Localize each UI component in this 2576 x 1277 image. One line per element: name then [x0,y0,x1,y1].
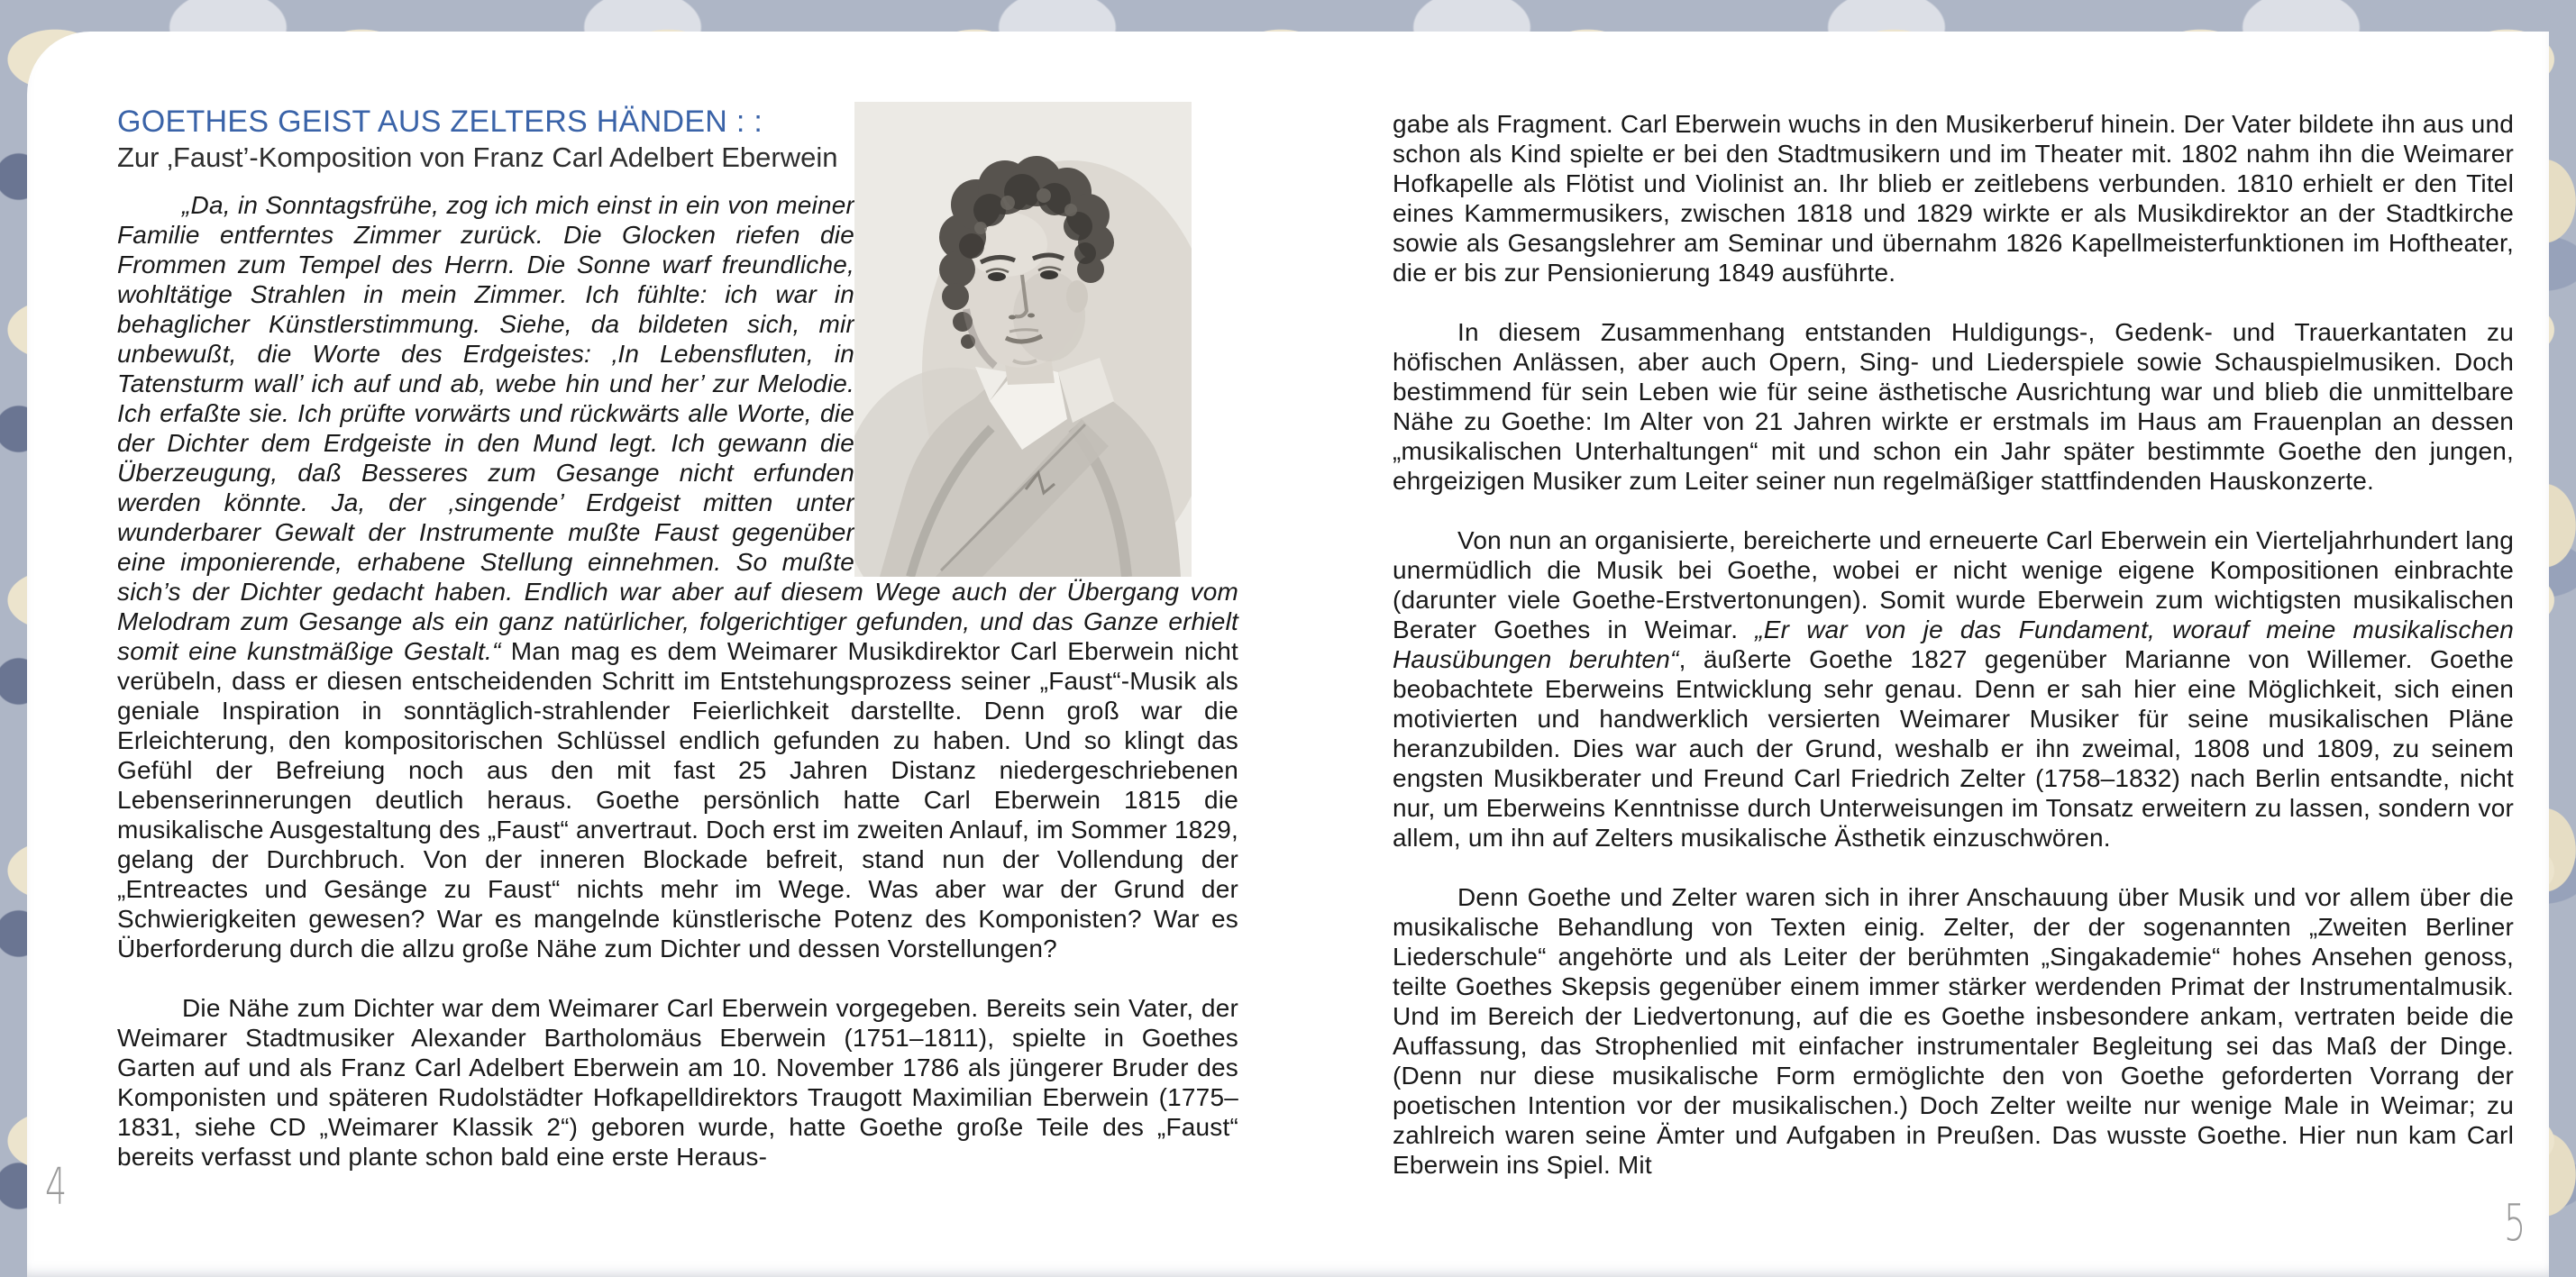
paragraph [1393,525,2514,853]
body-text: Man mag es dem Weimarer Musikdirektor Carl Eberwein nicht verübeln, dass er diesen entscheidenden Schritt im Entstehungsprozess seiner „Faust“-Musik als geniale Inspiration in sonntäglich-strahlender Feierlichkeit darstellte. Denn groß war die Erleichterung, den kompositorischen Schlüssel endlich gefunden zu haben. Und so klingt das Gefühl der Befreiung noch aus den mit fast 25 Jahren Distanz niedergeschriebenen Lebenserinnerungen deutlich heraus. Goethe persönlich hatte Carl Eberwein 1815 die musikalische Ausgestaltung des „Faust“ anvertraut. Doch erst im zweiten Anlauf, im Sommer 1829, gelang der Durchbruch. Von der inneren Blockade befreit, stand nun der Vollendung der „Entreactes und Gesänge zu Faust“ nichts mehr im Wege. Was aber war der Grund der Schwierigkeiten gewesen? War es mangelnde künstlerische Potenz des Komponisten? War es Überforderung durch die allzu große Nähe zum Dichter und dessen Vorstellungen? [117,637,1238,962]
body-text: Die Nähe zum Dichter war dem Weimarer Carl Eberwein vorgegeben. Bereits sein Vater, der Weimarer Stadtmusiker Alexander Bartholomäus Eberwein (1751–1811), spielte in Goethes Garten auf und als Franz Carl Adelbert Eberwein am 10. November 1786 als jüngerer Bruder des Komponisten und späteren Rudolstädter Hofkapelldirektors Traugott Maximilian Eberwein (1775–1831, siehe CD „Weimarer Klassik 2“) geboren wurde, hatte Goethe große Teile des „Faust“ bereits verfasst und plante schon bald eine erste Heraus- [117,994,1238,1171]
paragraph [1393,317,2514,496]
portrait-sketch [854,102,1192,577]
page-number-right: 5 [2504,1194,2526,1253]
paragraph [117,993,1238,1172]
body-text: gabe als Fragment. Carl Eberwein wuchs in den Musikerberuf hinein. Der Vater bildete ihn aus und schon als Kind spielte er bei den Stadtmusikern und im Theater mit. 1802 nahm ihn die Weimarer Hofkapelle als Flötist und Violinist an. Ihr blieb er zeitlebens verbunden. 1810 erhielt er den Titel eines Kammermusikers, zwischen 1818 und 1829 wirkte er als Musikdirektor an der Stadtkirche sowie als Gesangslehrer am Seminar und übernahm 1826 Kapellmeisterfunktionen im Hoftheater, die er bis zur Pensionierung 1849 ausführte. [1393,110,2514,287]
body-text: , äußerte Goethe 1827 gegenüber Marianne von Willemer. Goethe beobachtete Eberweins Entwicklung sehr genau. Denn er sah hier eine Möglichkeit, sich einen motivierten und handwerklich versierten Weimarer Musiker für seine musikalischen Pläne heranzubilden. Dies war auch der Grund, weshalb er ihn zweimal, 1808 und 1809, zu seinem engsten Musikberater und Freund Carl Friedrich Zelter (1758–1832) nach Berlin entsandte, nicht nur, um Eberweins Kenntnisse durch Unterweisungen im Tonsatz erweitern zu lassen, sondern vor allem, um ihn auf Zelters musikalische Ästhetik einzuschwören. [1393,645,2514,852]
portrait-image [854,102,1192,577]
paragraph [1393,109,2514,287]
booklet-spread [27,32,2549,1277]
quote-text: „Er war von je das Fundament, worauf meine musikalischen Hausübungen beruhten“ [1393,616,2515,673]
page-subtitle: Zur ‚Faust’-Komposition von Franz Carl Adelbert Eberwein [117,141,838,173]
page-right-body [1393,109,2514,1180]
paragraph [1393,882,2514,1180]
quote-text: „Da, in Sonntagsfrühe, zog ich mich einst in ein von meiner Familie entferntes Zimmer zurück. Die Glocken riefen die Frommen zum Tempel des Herrn. Die Sonne warf freundliche, wohltätige Strahlen in mein Zimmer. Ich fühlte: ich war in behaglicher Künstlerstimmung. Siehe, da bildeten sich, mir unbewußt, die Worte des Erdgeistes: ‚In Lebensfluten, in Tatensturm wall’ ich auf und ab, webe hin und her’ zur Melodie. Ich erfaßte sie. Ich prüfte vorwärts und rückwärts alle Worte, die der Dichter dem Erdgeiste in den Mund legt. Ich gewann die Überzeugung, daß Besseres zum Gesange nicht erfunden werden könnte. Ja, der ‚singende’ Erdgeist mitten unter wunderbarer Gewalt der Instrumente mußte Faust gegenüber eine imponierende, erhabene Stellung einnehmen. So mußte sich’s der Dichter gedacht haben. Endlich war aber auf diesem Wege auch der Übergang vom Melodram zum Gesange als ein ganz natürlicher, folgerichtiger gefunden, und das Ganze erhielt somit eine kunstmäßige Gestalt.“ [117,191,1238,665]
page-title: GOETHES GEIST AUS ZELTERS HÄNDEN : : [117,105,763,139]
page-number-left: 4 [45,1158,68,1217]
body-text: Von nun an organisierte, bereicherte und erneuerte Carl Eberwein ein Vierteljahrhundert lang unermüdlich die Musik bei Goethe, wobei er nicht wenige eigene Kompositionen einbrachte (darunter viele Goethe-Erstvertonungen). Somit wurde Eberwein zum wichtigsten musikalischen Berater Goethes in Weimar. [1393,526,2514,643]
page-right-column [1393,109,2514,1180]
body-text: Denn Goethe und Zelter waren sich in ihrer Anschauung über Musik und vor allem über die musikalische Behandlung von Texten einig. Zelter, der der sogenannten „Zweiten Berliner Liederschule“ angehörte und als Leiter der berühmten „Singakademie“ hohes Ansehen genoss, teilte Goethes Skepsis gegenüber einem immer stärker werdenden Primat der Instrumentalmusik. Und im Bereich der Liedvertonung, auf die es Goethe insbesondere ankam, vertraten beide die Auffassung, das Strophenlied mit einfacher instrumentaler Begleitung sei das Maß der Dinge. (Denn nur diese musikalische Form ermöglichte den von Goethe geforderten Vorrang der poetischen Intention vor der musikalischen.) Doch Zelter weilte nur wenige Male in Weimar; zu zahlreich waren seine Ämter und Aufgaben in Preußen. Das wusste Goethe. Hier nun kam Carl Eberwein ins Spiel. Mit [1393,883,2514,1179]
body-text: In diesem Zusammenhang entstanden Huldigungs-, Gedenk- und Trauerkantaten zu höfischen Anlässen, aber auch Opern, Sing- und Liederspiele sowie Schauspielmusiken. Doch bestimmend für sein Leben wie für seine ästhetische Ausrichtung war und blieb die unmittelbare Nähe zu Goethe: Im Alter von 21 Jahren wirkte er erstmals im Haus am Frauenplan an dessen „musikalischen Unterhaltungen“ mit und schon ein Jahr später bestimmte Goethe den jungen, ehrgeizigen Musiker zum Leiter seiner nun regelmäßiger stattfindenden Hauskonzerte. [1393,318,2514,495]
